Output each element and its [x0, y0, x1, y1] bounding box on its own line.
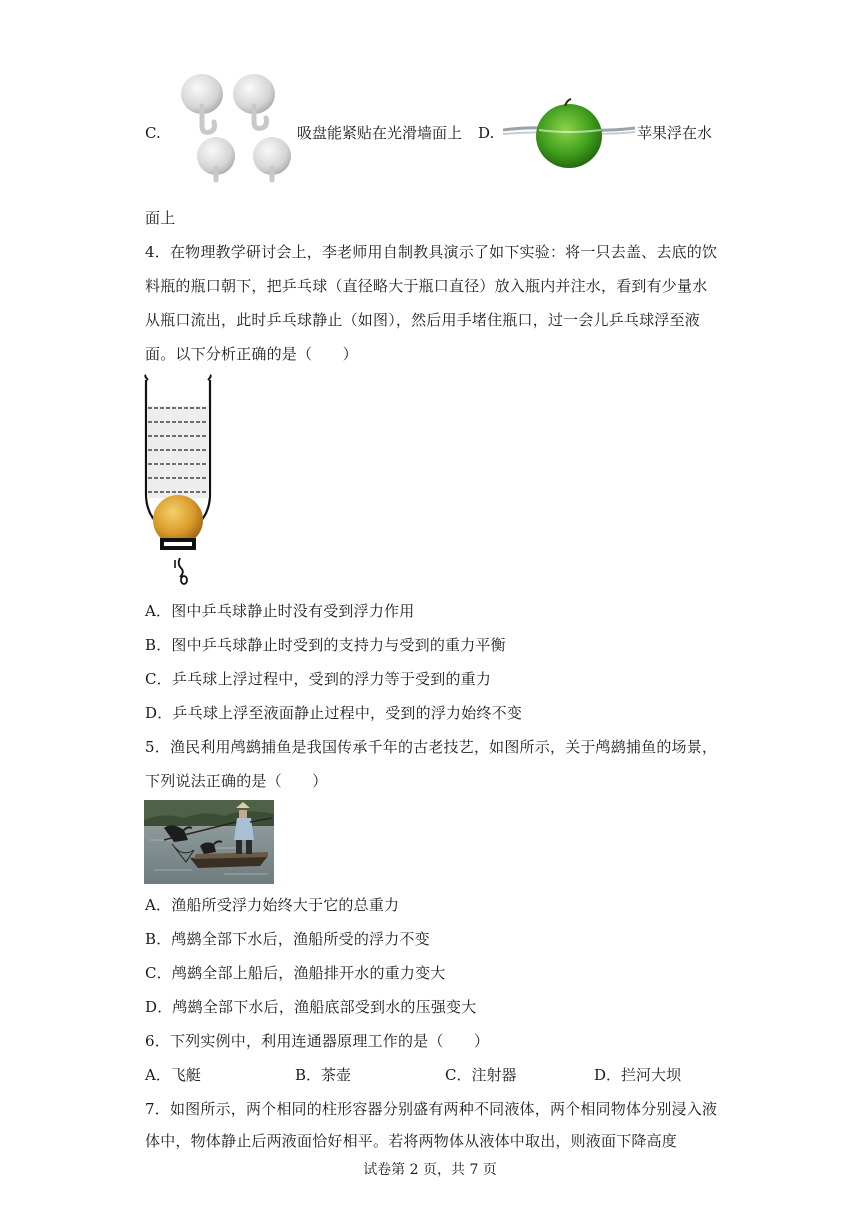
q7-stem-line-1: 7．如图所示，两个相同的柱形容器分别盛有两种不同液体，两个相同物体分别浸入液 [145, 1100, 718, 1118]
q6-option-c: C．注射器 [445, 1066, 517, 1084]
q3-option-d-continuation: 面上 [145, 209, 176, 227]
q3-option-d-letter: D. [478, 124, 495, 142]
q3-option-c-letter: C. [145, 124, 161, 142]
q4-stem-line-3: 从瓶口流出，此时乒乓球静止（如图），然后用手堵住瓶口，过一会儿乒乓球浮至液 [145, 311, 700, 329]
q5-option-d: D．鸬鹚全部下水后，渔船底部受到水的压强变大 [145, 998, 477, 1016]
q3-option-d-text: 苹果浮在水 [637, 124, 713, 142]
q6-option-a: A．飞艇 [145, 1066, 201, 1084]
q4-stem-line-4: 面。以下分析正确的是（ ） [145, 345, 358, 363]
q7-stem-line-2: 体中，物体静止后两液面恰好相平。若将两物体从液体中取出，则液面下降高度 [145, 1132, 678, 1150]
q5-stem-line-1: 5．渔民利用鸬鹚捕鱼是我国传承千年的古老技艺，如图所示，关于鸬鹚捕鱼的场景， [145, 738, 718, 756]
q5-option-b: B．鸬鹚全部下水后，渔船所受的浮力不变 [145, 930, 430, 948]
q6-option-b: B．茶壶 [295, 1066, 352, 1084]
q4-stem-line-2: 料瓶的瓶口朝下，把乒乓球（直径略大于瓶口直径）放入瓶内并注水，看到有少量水 [145, 277, 708, 295]
q6-option-d: D．拦河大坝 [594, 1066, 682, 1084]
q4-stem-line-1: 4．在物理教学研讨会上，李老师用自制教具演示了如下实验：将一只去盖、去底的饮 [145, 243, 718, 261]
page-footer: 试卷第 2 页，共 7 页 [363, 1162, 497, 1178]
q5-option-c: C．鸬鹚全部上船后，渔船排开水的重力变大 [145, 964, 446, 982]
q5-stem-line-2: 下列说法正确的是（ ） [145, 772, 328, 790]
q4-option-b: B．图中乒乓球静止时受到的支持力与受到的重力平衡 [145, 636, 506, 654]
q5-option-a: A．渔船所受浮力始终大于它的总重力 [145, 896, 400, 914]
q3-option-c-text: 吸盘能紧贴在光滑墙面上 [297, 124, 463, 142]
bottle-pingpong-diagram [140, 374, 216, 588]
suction-cups-image [178, 72, 296, 188]
q4-option-d: D．乒乓球上浮至液面静止过程中，受到的浮力始终不变 [145, 704, 523, 722]
q6-stem: 6．下列实例中，利用连通器原理工作的是（ ） [145, 1032, 490, 1050]
floating-apple-image [503, 98, 635, 170]
q4-option-c: C．乒乓球上浮过程中，受到的浮力等于受到的重力 [145, 670, 492, 688]
cormorant-fishing-photo [144, 800, 274, 884]
q4-option-a: A．图中乒乓球静止时没有受到浮力作用 [145, 602, 415, 620]
